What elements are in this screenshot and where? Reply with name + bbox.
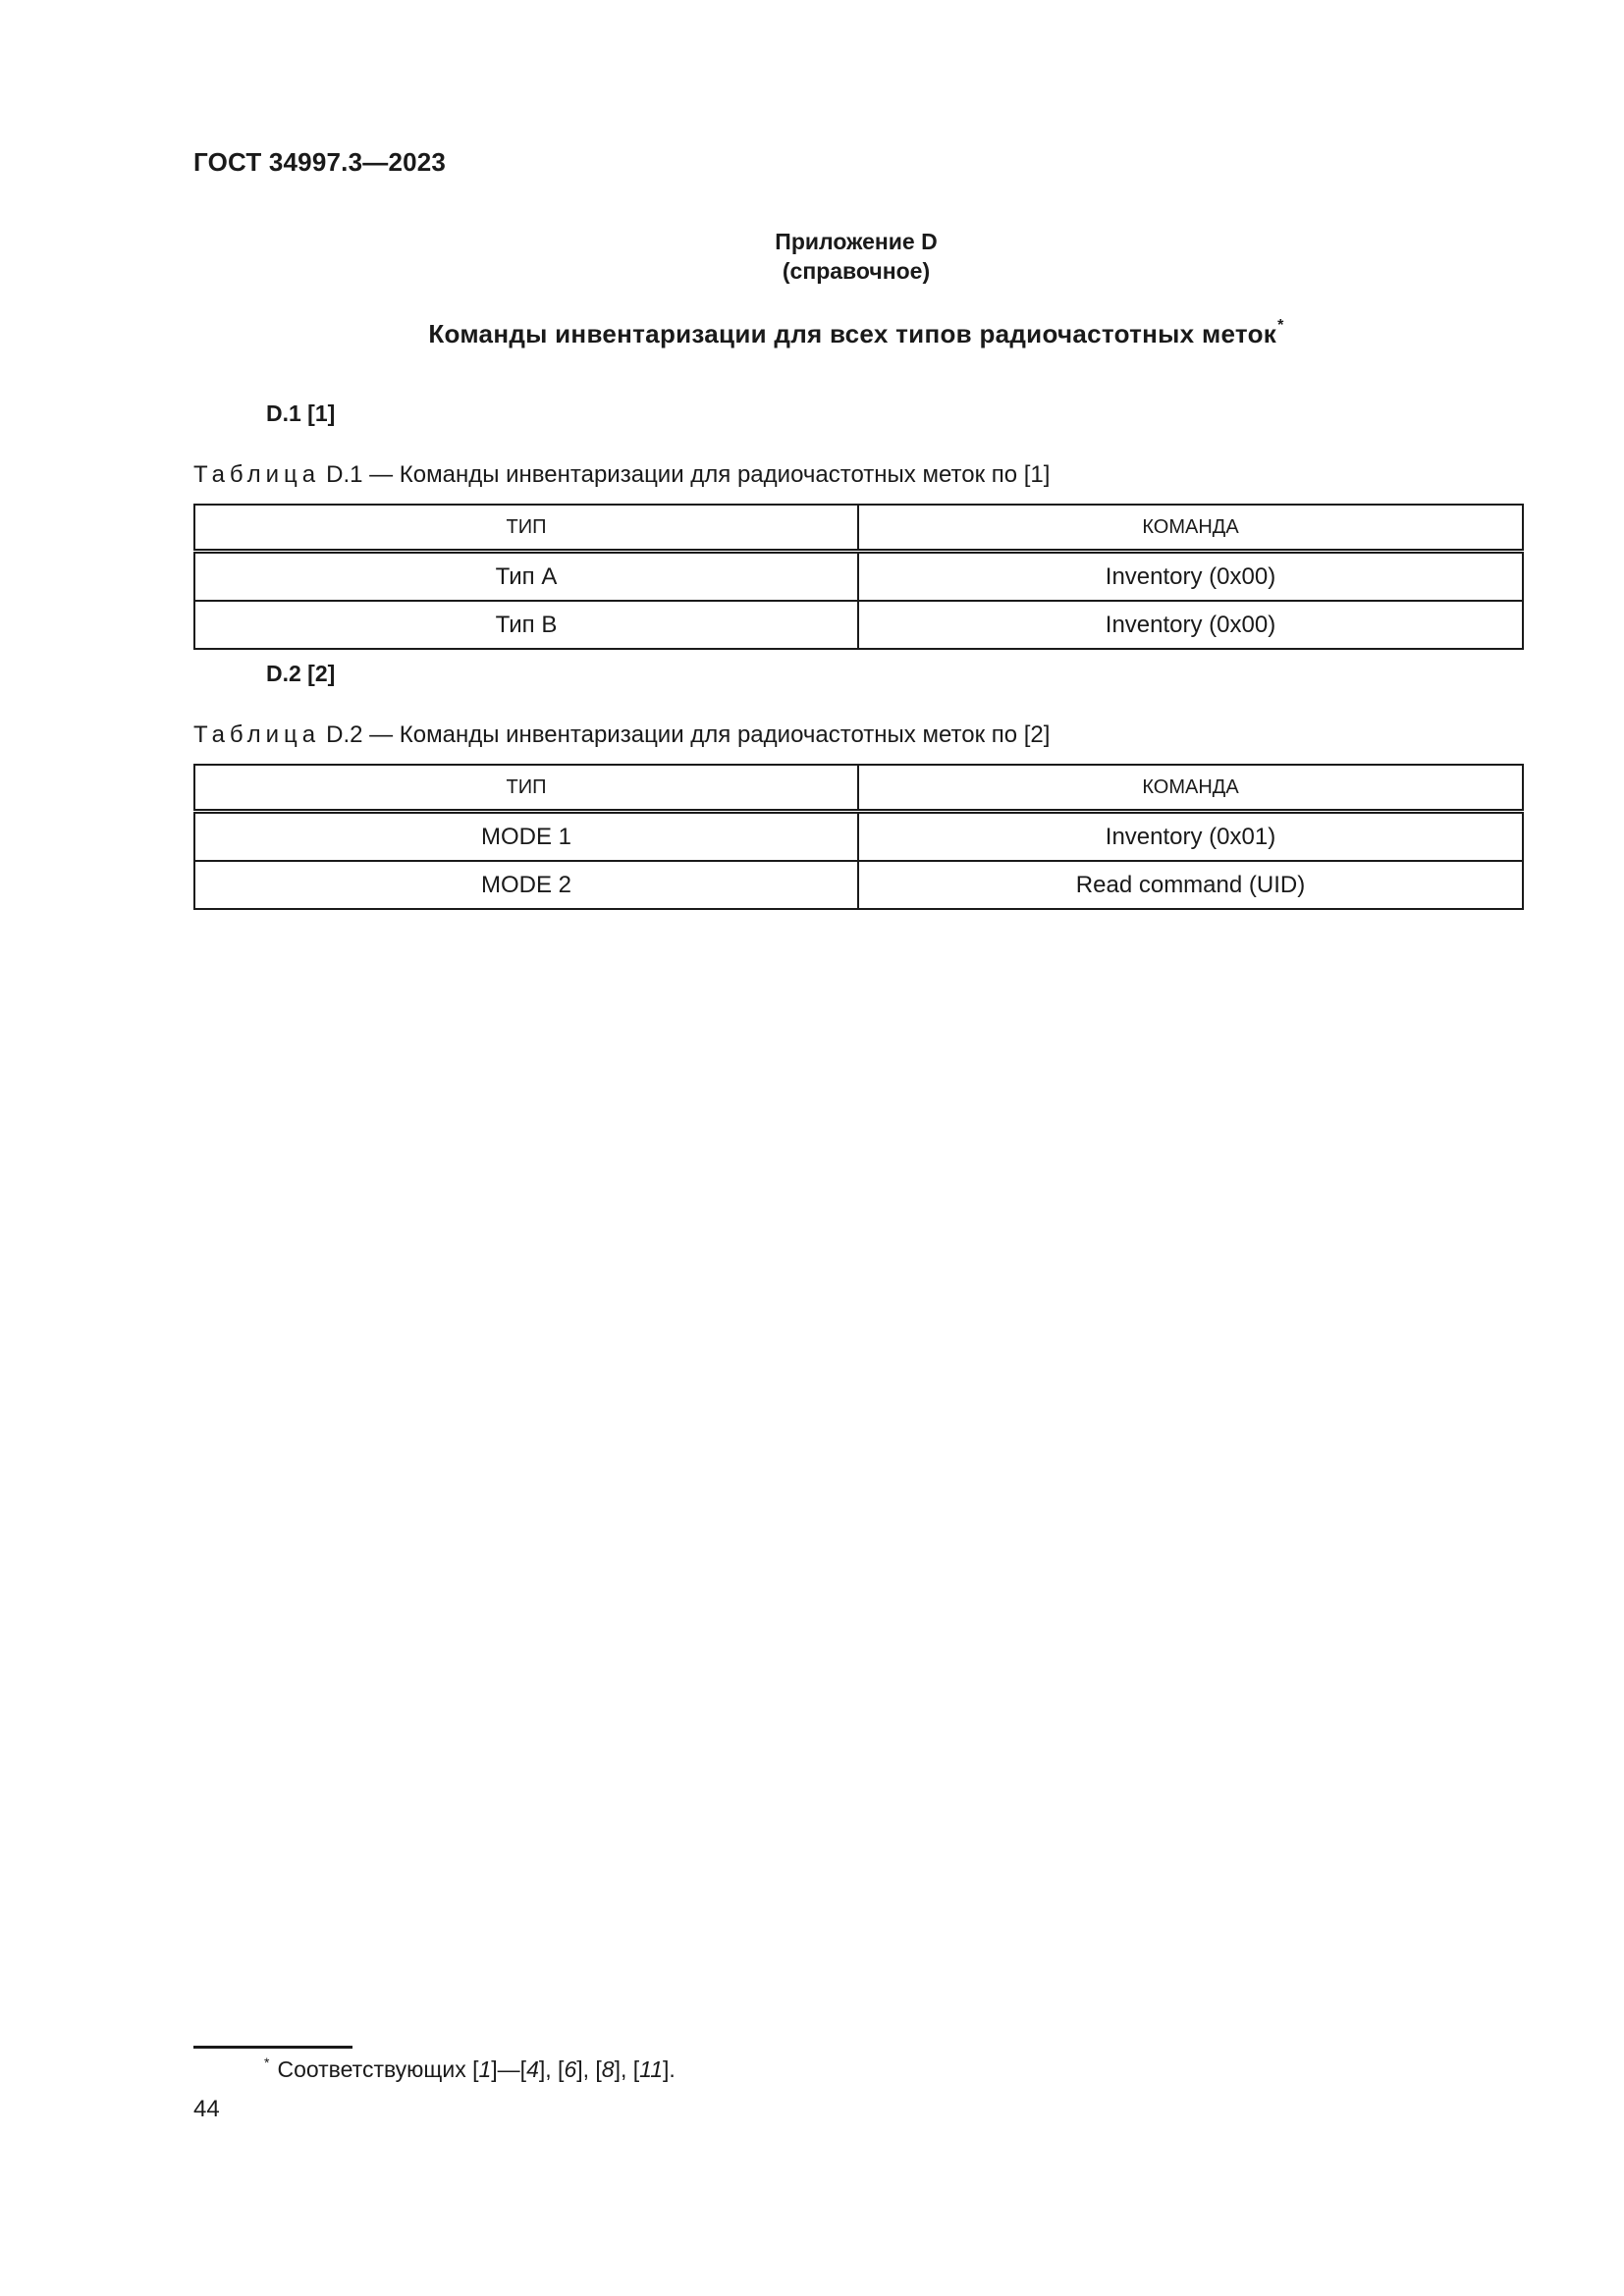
table-caption-d2 [193, 721, 1050, 749]
footnote-ref[interactable]: 6 [564, 2056, 577, 2082]
column-header-command: КОМАНДА [858, 765, 1523, 812]
table-caption-text: D.2 — Команды инвентаризации для радиочастотных меток по [2] [326, 721, 1051, 748]
annex-heading-text: Команды инвентаризации для всех типов радиочастотных меток [428, 319, 1277, 348]
cell-command: Inventory (0x00) [858, 552, 1523, 602]
document-code: ГОСТ 34997.3—2023 [193, 147, 447, 177]
table-header-row [194, 505, 1523, 552]
footnote-sep: ], [ [576, 2056, 602, 2082]
column-header-command: КОМАНДА [858, 505, 1523, 552]
footnote-ref[interactable]: 11 [639, 2056, 664, 2082]
column-header-type: ТИП [194, 505, 858, 552]
footnote-ref[interactable]: 8 [601, 2056, 615, 2082]
section-heading-d2: D.2 [2] [266, 661, 336, 686]
footnote-ref[interactable]: 1 [478, 2056, 492, 2082]
cell-command: Read command (UID) [858, 861, 1523, 909]
table-d1 [193, 504, 1524, 650]
table-header-row [194, 765, 1523, 812]
section-heading-d1: D.1 [1] [266, 400, 336, 426]
footnote-ref[interactable]: 4 [526, 2056, 539, 2082]
table-caption-prefix: Таблица [193, 721, 321, 748]
column-header-type: ТИП [194, 765, 858, 812]
cell-type: MODE 2 [194, 861, 858, 909]
footnote [193, 2055, 676, 2083]
annex-title: Приложение D [775, 229, 938, 254]
table-caption-text: D.1 — Команды инвентаризации для радиочастотных меток по [1] [326, 461, 1051, 488]
table-row [194, 601, 1523, 649]
annex-heading [0, 317, 1624, 349]
cell-type: Тип В [194, 601, 858, 649]
footnote-sep: ], [ [614, 2056, 640, 2082]
table-row [194, 552, 1523, 602]
cell-type: MODE 1 [194, 812, 858, 862]
footnote-text-prefix: Соответствующих [ [277, 2056, 479, 2082]
cell-type: Тип А [194, 552, 858, 602]
table-caption-prefix: Таблица [193, 461, 321, 488]
footnote-text-suffix: ]. [663, 2056, 676, 2082]
table-row [194, 812, 1523, 862]
table-d2 [193, 764, 1524, 910]
footnote-sep: ]—[ [491, 2056, 527, 2082]
footnote-divider [193, 2046, 352, 2049]
cell-command: Inventory (0x01) [858, 812, 1523, 862]
table-row [194, 861, 1523, 909]
cell-command: Inventory (0x00) [858, 601, 1523, 649]
annex-heading-footnote-mark[interactable]: * [1277, 317, 1284, 334]
page-number: 44 [193, 2096, 220, 2122]
table-caption-d1 [193, 461, 1050, 489]
footnote-sep: ], [ [538, 2056, 565, 2082]
footnote-mark: * [264, 2055, 270, 2070]
annex-status: (справочное) [782, 258, 931, 284]
